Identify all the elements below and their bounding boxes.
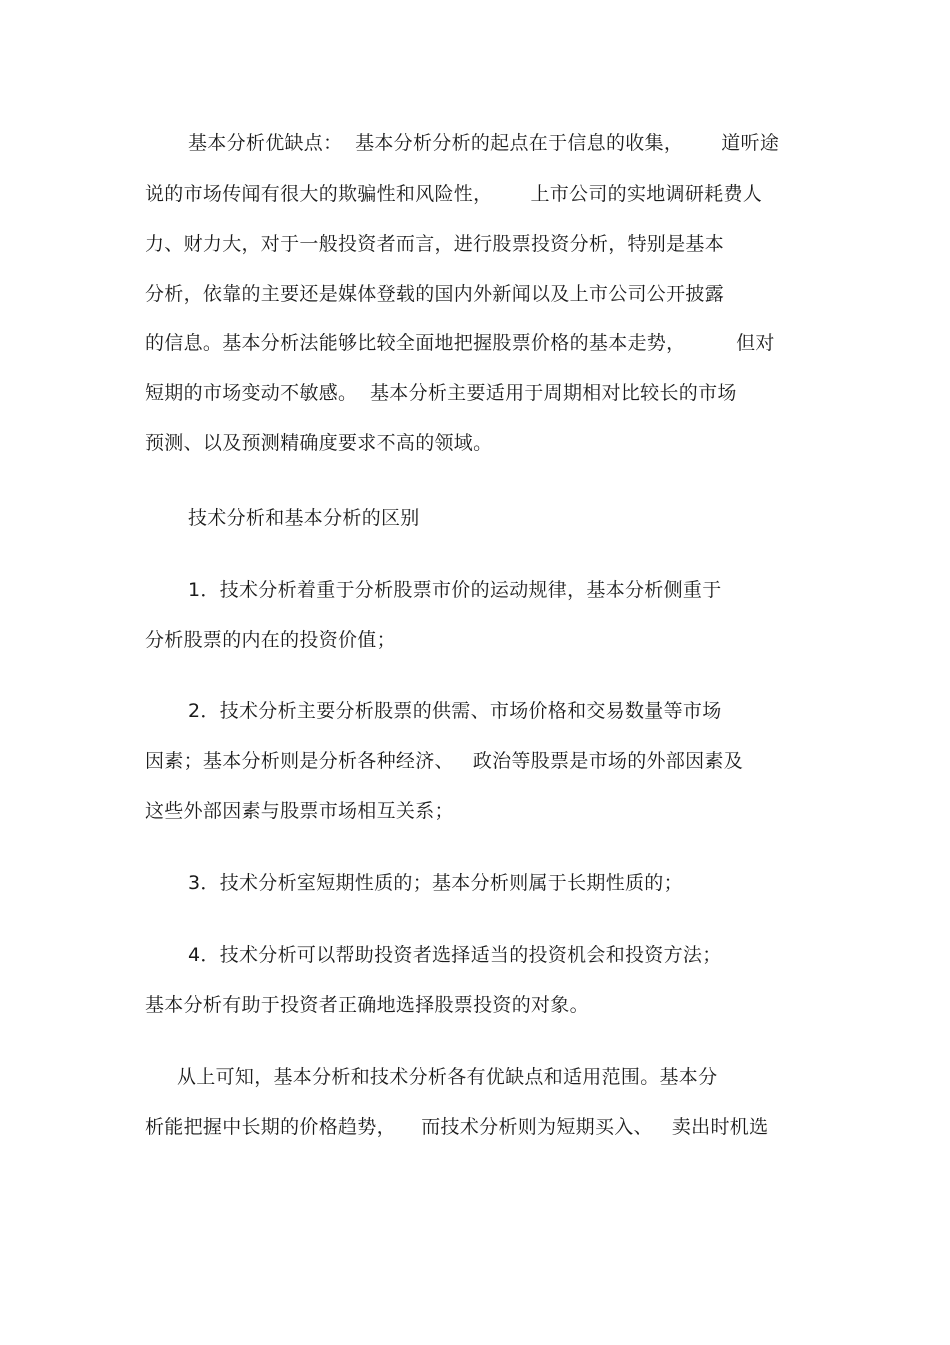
paragraph-line: 基本分析优缺点： 基本分析分析的起点在于信息的收集， 道听途 <box>188 132 780 154</box>
section-heading: 技术分析和基本分析的区别 <box>188 507 420 529</box>
paragraph-line: 力、财力大，对于一般投资者而言，进行股票投资分析，特别是基本 <box>145 233 725 255</box>
list-item-line: 1．技术分析着重于分析股票市价的运动规律，基本分析侧重于 <box>188 579 722 601</box>
paragraph-line: 分析，依靠的主要还是媒体登载的国内外新闻以及上市公司公开披露 <box>145 283 725 305</box>
list-item-line: 这些外部因素与股票市场相互关系； <box>145 800 454 822</box>
paragraph-line: 预测、以及预测精确度要求不高的领域。 <box>145 432 493 454</box>
list-item-line: 2．技术分析主要分析股票的供需、市场价格和交易数量等市场 <box>188 700 722 722</box>
list-item-line: 因素；基本分析则是分析各种经济、 政治等股票是市场的外部因素及 <box>145 750 744 772</box>
list-item-line: 4．技术分析可以帮助投资者选择适当的投资机会和投资方法； <box>188 944 722 966</box>
list-item-line: 分析股票的内在的投资价值； <box>145 629 396 651</box>
list-item-line: 3．技术分析室短期性质的；基本分析则属于长期性质的； <box>188 872 683 894</box>
paragraph-line: 从上可知，基本分析和技术分析各有优缺点和适用范围。基本分 <box>177 1066 718 1088</box>
paragraph-line: 说的市场传闻有很大的欺骗性和风险性， 上市公司的实地调研耗费人 <box>145 183 763 205</box>
paragraph-line: 短期的市场变动不敏感。 基本分析主要适用于周期相对比较长的市场 <box>145 382 737 404</box>
paragraph-line: 析能把握中长期的价格趋势， 而技术分析则为短期买入、 卖出时机选 <box>145 1116 769 1138</box>
paragraph-line: 的信息。基本分析法能够比较全面地把握股票价格的基本走势， 但对 <box>145 332 775 354</box>
list-item-line: 基本分析有助于投资者正确地选择股票投资的对象。 <box>145 994 589 1016</box>
